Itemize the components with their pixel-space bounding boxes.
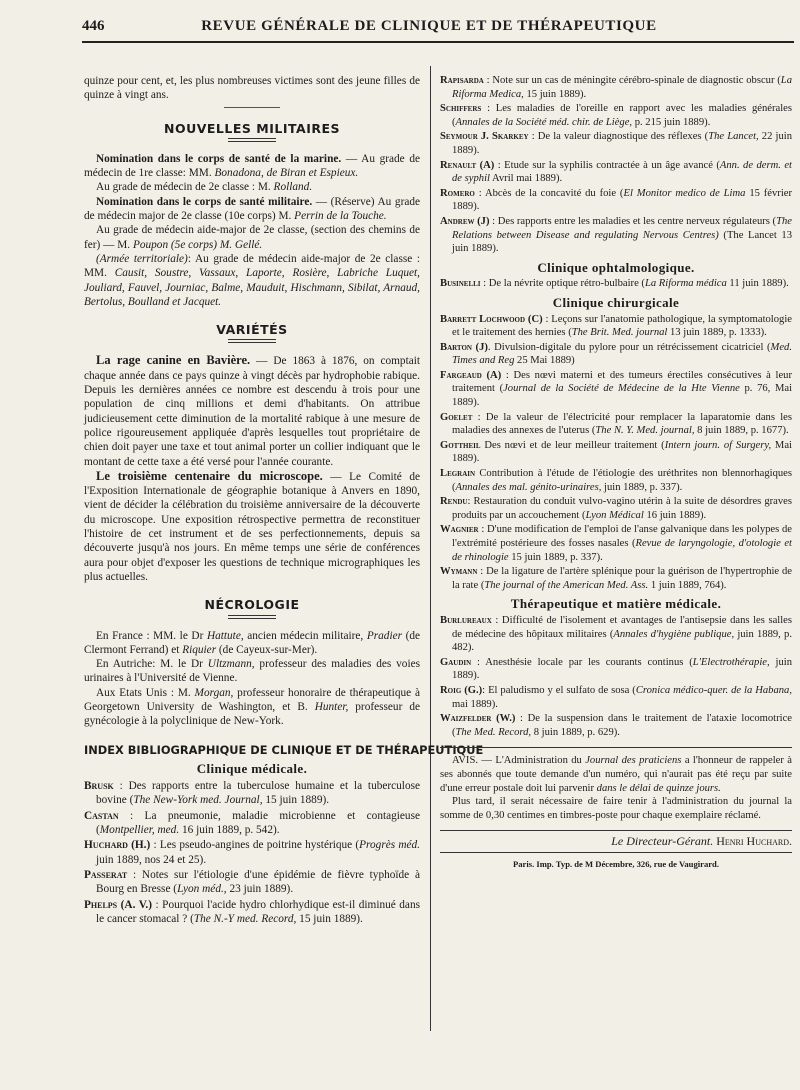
bibliography-entry xyxy=(440,74,792,101)
bibliography-entry xyxy=(84,838,420,867)
signature-label: Le Directeur-Gérant. xyxy=(611,834,714,849)
text-span: AVIS. — L'Administration du xyxy=(452,755,582,767)
entry-text: : Notes sur l'étiologie d'une épidémie de fièvre typhoïde à Bourg en Bresse ( xyxy=(96,868,420,896)
varietes-heading: VARIÉTÉS xyxy=(216,322,288,338)
entry-details: p. 76, Mai 1889). xyxy=(452,383,793,409)
text-span: — (Réserve) Au grade de médecin major de 2e classe (10e corps) M. xyxy=(84,195,421,223)
entries-ophtalmologique xyxy=(440,277,792,291)
subsection-clinique-medicale: Clinique médicale. xyxy=(196,760,308,776)
entry-author: Seymour J. Skarkey xyxy=(440,131,529,143)
bibliography-entry xyxy=(84,868,420,897)
entry-source: El Monitor medico de Lima xyxy=(623,187,746,199)
entry-source: La Riforma Medica, xyxy=(452,75,792,100)
bibliography-entry xyxy=(440,277,792,291)
entry-author: Waizfelder (W.) xyxy=(440,713,516,725)
text-span: Aux Etats Unis : M. xyxy=(96,686,191,699)
entry-details: 25 Mai 1889) xyxy=(514,355,575,367)
entry-text: : Leçons sur l'anatomie pathologique, la symptomatologie et le traitement des hernies ( xyxy=(452,313,792,339)
avis-paragraph: Plus tard, il serait nécessaire de faire tenir à l'administration du journal la somme de 0,30 centimes en timbres-poste pour chaque exemplaire réclamé. xyxy=(440,796,792,821)
entry-source: Annales des mal. génito-urinaires, xyxy=(455,481,602,493)
text-span: — Le Comité de l'Exposition Internationale de géographie botanique à Anvers en 1890, vient de décider la célébration du troisième anniversaire de la découverte du microscope. Une exposition rétrospective permettra de reconstituer l'histoire de cet instrument et de ses perfectionnements, depuis sa découverte jusqu'à nos jours. En même temps une série de conférences aura pour objet d'exposer les questions de technique micrographiques les plus actuelles. xyxy=(84,470,420,583)
names: Causit, Soustre, Vassaux, Laporte, Rosière, Labriche Luquet, Jouliard, Fauvel, Journiac, Balme, Mauduit, Hischmann, Sibilat, Arnaud, Bertolus, Boulland et Jacquet. xyxy=(84,267,420,308)
rage-title: La rage canine en Bavière. xyxy=(96,353,251,368)
right-column xyxy=(440,74,792,871)
entry-details: 13 juin 1889, p. 1333). xyxy=(667,327,767,339)
entry-text: : Anesthésie locale par les courants continus ( xyxy=(471,656,693,668)
entry-source: La Riforma médica xyxy=(644,278,727,290)
entry-details: 23 juin 1889). xyxy=(226,883,294,896)
entry-text: : D'une modification de l'emploi de l'anse galvanique dans les polypes de l'extrémité postérieure des fosses nasales ( xyxy=(452,524,792,549)
entry-author: Huchard (H.) xyxy=(84,839,151,852)
entries-clinique-medicale xyxy=(84,779,420,926)
avis-paragraph xyxy=(440,754,792,795)
entry-text: : Restauration du conduit vulvo-vagino utérin à la suite de désordres graves produits par un accouchement ( xyxy=(452,496,792,521)
entry-source: Lyon Médical xyxy=(585,509,644,521)
entry-details: juin 1889). xyxy=(452,656,792,682)
entry-author: Gaudin xyxy=(440,656,472,668)
names: Ultzmann, xyxy=(202,658,255,671)
entry-text: Des nœvi et de leur meilleur traitement ( xyxy=(480,439,665,451)
militaires-subtitle: Nomination dans le corps de santé de la marine. xyxy=(96,152,342,165)
journal-name: Journal des praticiens xyxy=(581,755,682,767)
entry-text: : Pourquoi l'acide hydro chlorhydique est-il diminué dans le cancer stomacal ? ( xyxy=(96,898,420,925)
bibliography-entry xyxy=(440,215,792,256)
necrologie-etats-unis xyxy=(84,686,420,729)
entry-details: 1 juin 1889, 764). xyxy=(648,579,727,591)
entry-source: The journal of the American Med. Ass. xyxy=(484,579,649,591)
entry-details: juin 1889, p. 482). xyxy=(452,628,792,654)
militaires-heading: NOUVELLES MILITAIRES xyxy=(163,120,341,136)
necrologie-france xyxy=(84,629,420,658)
names: Morgan, xyxy=(190,686,234,699)
bibliography-entry xyxy=(440,495,792,522)
entry-source: Cronica médico-quer. de la Habana, xyxy=(635,684,792,696)
entry-text: : Etude sur la syphilis contractée à un âge avancé ( xyxy=(494,159,720,171)
entry-source: L'Electrothérapie, xyxy=(692,656,770,668)
entry-source: The Lancet, xyxy=(708,131,759,143)
section-ornament xyxy=(228,339,276,343)
entry-text: : Des rapports entre la tuberculose humaine et la tuberculose bovine ( xyxy=(96,780,420,807)
journal-title: REVUE GÉNÉRALE DE CLINIQUE ET DE THÉRAPEUTIQUE xyxy=(201,18,657,34)
militaires-paragraph xyxy=(84,195,420,224)
printer-imprint: Paris. Imp. Typ. de M Décembre, 326, rue de Vaugirard. xyxy=(512,858,719,869)
header-rule xyxy=(82,41,794,43)
entry-author: Romero xyxy=(440,187,475,199)
entry-source: Med. Times and Reg xyxy=(452,341,792,367)
bibliography-entry xyxy=(440,130,792,157)
entry-author: Rendu xyxy=(440,496,468,508)
entry-details: mai 1889). xyxy=(452,698,498,710)
names: Hunter, xyxy=(307,700,349,713)
entry-author: Roig (G.) xyxy=(440,684,483,696)
names: Rolland. xyxy=(270,181,313,194)
index-heading: INDEX BIBLIOGRAPHIQUE DE CLINIQUE ET DE THÉRAPEUTIQUE xyxy=(84,742,484,757)
bibliography-entry xyxy=(440,341,792,368)
entry-author: Fargeaud (A) xyxy=(440,369,502,381)
entry-author: Phelps (A. V.) xyxy=(84,898,152,911)
entry-author: Rapisarda xyxy=(440,75,484,86)
bibliography-entry xyxy=(440,656,792,683)
text-span: — Au grade de médecin de 1re classe: MM. xyxy=(84,152,421,180)
section-ornament xyxy=(228,615,276,619)
text-span: professeur des maladies des voies urinaires à l'Université de Vienne. xyxy=(84,658,421,685)
text-span: : Au grade de médecin aide-major de 2e classe : MM. xyxy=(84,252,420,280)
subsection-chirurgicale: Clinique chirurgicale xyxy=(552,294,680,310)
entry-text: : De la valeur de l'électricité pour remplacer la laparatomie dans les maladies des annexes de l'uterus ( xyxy=(452,411,792,437)
microscope-title: Le troisième centenaire du microscope. xyxy=(96,468,323,483)
entry-details: (The Lancet 13 juin 1889). xyxy=(452,229,792,255)
entry-text: : Abcès de la concavité du foie ( xyxy=(474,187,624,199)
avis-box xyxy=(440,747,792,822)
entry-details: 8 juin 1889, p. 1677). xyxy=(694,425,789,437)
entry-details: 16 juin 1889, p. 542). xyxy=(179,824,280,837)
entry-text: : Des rapports entre les maladies et les centre nerveux régulateurs ( xyxy=(489,215,777,227)
text-span: — De 1863 à 1876, on comptait chaque année dans ce pays quinze à vingt décès par hydrophobie rabique. Depuis les dernières années ce nombre est descendu à trois pour une population de cinq millions et demi d'habitants. On attribue judicieusement cette diminution de la mortalité rabique à une mesure de police rigoureusement appliquée d'après lesquelles tout propriétaire de chien doit payer une taxe et tout animal porter un collier indiquant que le montant de cette taxe a été versé pour l'année courante. xyxy=(84,355,421,468)
necrologie-autriche xyxy=(84,657,420,686)
entries-continued xyxy=(440,74,792,256)
militaires-subtitle: Nomination dans le corps de santé militaire. xyxy=(96,195,313,208)
militaires-paragraph xyxy=(84,223,420,252)
names: Poupon (5e corps) M. Gellé. xyxy=(130,238,263,251)
entry-source: The N.-Y med. Record, xyxy=(193,912,297,925)
entry-text: : De la névrite optique rétro-bulbaire ( xyxy=(480,278,645,290)
entry-details: Avril mai 1889). xyxy=(489,173,563,185)
entry-author: Wymann xyxy=(440,566,478,578)
text-span: En France : MM. le Dr xyxy=(96,629,204,642)
names: Perrin de la Touche. xyxy=(291,210,387,223)
entry-details: 16 juin 1889). xyxy=(643,509,707,521)
names: (Armée territoriale) xyxy=(96,252,188,265)
entry-author: Barton (J) xyxy=(440,341,488,353)
signature-name: Henri Huchard. xyxy=(713,834,792,849)
entry-source: Annales de la Société méd. chir. de Liège, xyxy=(455,116,633,128)
bibliography-entry xyxy=(440,439,792,466)
entry-author: Passerat xyxy=(84,868,128,881)
bibliography-entry xyxy=(440,614,792,655)
entry-text: . Divulsion-digitale du pylore pour un rétrécissement cicatriciel ( xyxy=(487,341,771,353)
entry-author: Castan xyxy=(84,809,119,822)
entry-details: p. 215 juin 1889). xyxy=(632,116,711,128)
militaires-paragraph xyxy=(84,180,420,194)
bibliography-entry xyxy=(440,369,792,410)
column-divider xyxy=(430,66,431,1031)
section-ornament xyxy=(224,107,280,108)
bibliography-entry xyxy=(440,411,792,438)
necrologie-heading: NÉCROLOGIE xyxy=(204,597,300,613)
entry-source: Montpellier, med. xyxy=(99,824,180,837)
entry-details: 15 juin 1889). xyxy=(296,912,363,925)
subsection-therapeutique: Thérapeutique et matière médicale. xyxy=(510,596,722,612)
text-span: Au grade de médecin de 2e classe : M. xyxy=(96,181,271,194)
page-number: 446 xyxy=(82,18,105,34)
entry-author: Gottheil xyxy=(440,439,481,451)
entry-text: Contribution à l'étude de l'étiologie des uréthrites non blennorhagiques ( xyxy=(452,468,792,493)
militaires-paragraph xyxy=(84,252,420,309)
text-span: (de Cayeux-sur-Mer). xyxy=(216,643,318,656)
entry-author: Wagnier xyxy=(440,524,479,536)
deadline: dans le délai de quinze jours. xyxy=(594,782,721,794)
bibliography-entry xyxy=(440,523,792,564)
entry-source: The Relations between Disease and regulating Nervous Centres) xyxy=(452,215,792,241)
page-header xyxy=(82,18,776,40)
entry-source: Revue de laryngologie, d'otologie et de rhinologie xyxy=(452,538,792,563)
entry-author: Barrett Lochwood (C) xyxy=(440,313,543,325)
entry-source: Progrès méd. xyxy=(359,839,421,852)
entry-author: Brusk xyxy=(84,780,114,793)
microscope-paragraph xyxy=(84,469,420,584)
text-span: a l'honneur de rappeler à ses abonnés que toute demande d'un numéro, qui n'aurait pas été reçu par suite d'une erreur postale doit lui parvenir xyxy=(440,755,792,794)
entry-source: The New-York med. Journal, xyxy=(133,794,263,807)
entries-chirurgicale xyxy=(440,313,792,593)
bibliography-entry xyxy=(440,102,792,129)
entry-details: juin 1889, nos 24 et 25). xyxy=(96,853,207,866)
names: Pradier xyxy=(363,629,402,642)
entry-text: : De la ligature de l'artère splénique pour la guérison de l'hypertrophie de la rate ( xyxy=(452,566,792,591)
section-ornament xyxy=(228,138,276,142)
entry-text: : Difficulté de l'isolement et avantages de l'antisepsie dans les salles de médecine des hôpitaux militaires ( xyxy=(452,614,792,640)
entry-author: Andrew (J) xyxy=(440,215,490,227)
signature xyxy=(440,830,792,849)
entry-source: The Brit. Med. journal xyxy=(571,327,668,339)
entry-source: Intern journ. of Surgery, xyxy=(664,439,772,451)
entry-source: Ann. de derm. et de syphil xyxy=(452,159,792,185)
bibliography-entry xyxy=(440,159,792,186)
entry-text: : De la valeur diagnostique des réflexes ( xyxy=(528,131,709,143)
text-span: Au grade de médecin aide-major de 2e classe, (section des chemins de fer) — M. xyxy=(84,224,420,251)
bibliography-entry xyxy=(440,565,792,592)
entry-details: 8 juin 1889, p. 629). xyxy=(531,726,620,738)
bibliography-entry xyxy=(440,712,792,739)
text-span: professeur honoraire de thérapeutique à Georgetown University de Washington, et B. xyxy=(84,686,420,713)
subsection-ophtalmologique: Clinique ophtalmologique. xyxy=(537,259,695,275)
intro-paragraph: quinze pour cent, et, les plus nombreuses victimes sont des jeune filles de quinze à vingt ans. xyxy=(84,75,420,102)
names: Bonadona, de Biran et Espieux. xyxy=(211,167,359,180)
bibliography-entry xyxy=(440,313,792,340)
entry-details: 11 juin 1889). xyxy=(726,278,789,290)
entry-source: Annales d'hygiène publique, xyxy=(613,628,735,640)
entries-therapeutique xyxy=(440,614,792,739)
entry-details: juin 1889, p. 337). xyxy=(601,481,683,493)
entry-source: The N. Y. Med. journal, xyxy=(595,425,695,437)
entry-text: : Note sur un cas de méningite cérébro-spinale de diagnostic obscur ( xyxy=(483,75,781,86)
bibliography-entry xyxy=(440,187,792,214)
entry-text: : La pneumonie, maladie microbienne et contagieuse ( xyxy=(96,809,420,837)
entry-text: : Des nœvi materni et des tumeurs érectiles consécutives à leur traitement ( xyxy=(452,369,792,395)
entry-author: Schiffers xyxy=(440,103,482,115)
signature-rule xyxy=(440,852,792,853)
militaires-paragraph xyxy=(84,152,420,181)
entry-text: : Les maladies de l'oreille en rapport avec les maladies générales ( xyxy=(452,103,792,128)
entry-details: 15 février 1889). xyxy=(452,187,793,213)
bibliography-entry xyxy=(84,809,420,838)
entry-source: The Med. Record, xyxy=(455,726,532,738)
entry-author: Goelet xyxy=(440,411,473,423)
text-span: En Autriche: M. le Dr xyxy=(96,658,203,671)
entry-details: 15 juin 1889). xyxy=(262,794,330,807)
rage-paragraph xyxy=(84,353,420,468)
names: Hattute, xyxy=(203,629,244,642)
text-span: (de Clermont Ferrand) et xyxy=(84,629,421,656)
entry-text: : De la suspension dans le traitement de l'ataxie locomotrice ( xyxy=(452,713,792,738)
entry-details: 15 juin 1889). xyxy=(523,88,587,100)
entry-details: Mai 1889). xyxy=(452,439,792,465)
entry-text: : Les pseudo-angines de poitrine hystérique ( xyxy=(150,839,360,852)
names: Riquier xyxy=(179,643,217,656)
bibliography-entry xyxy=(440,684,792,711)
entry-text: : El paludismo y el sulfato de sosa ( xyxy=(482,684,636,696)
bibliography-entry xyxy=(84,779,420,808)
text-span: professeur de gynécologie à la polyclinique de New-York. xyxy=(84,700,420,728)
entry-source: Journal de la Société de Médecine de la Hte Vienne xyxy=(503,383,740,395)
bibliography-entry xyxy=(84,898,420,927)
entry-source: Lyon méd., xyxy=(177,883,227,896)
entry-details: 15 juin 1889, p. 337). xyxy=(508,551,603,563)
entry-author: Businelli xyxy=(440,278,481,290)
entry-author: Renault (A) xyxy=(440,159,495,171)
entry-author: Legrain xyxy=(440,468,476,480)
text-span: ancien médecin militaire, xyxy=(243,629,364,642)
entry-details: 22 juin 1889). xyxy=(452,131,792,156)
bibliography-entry xyxy=(440,467,792,494)
entry-author: Burlureaux xyxy=(440,614,492,626)
